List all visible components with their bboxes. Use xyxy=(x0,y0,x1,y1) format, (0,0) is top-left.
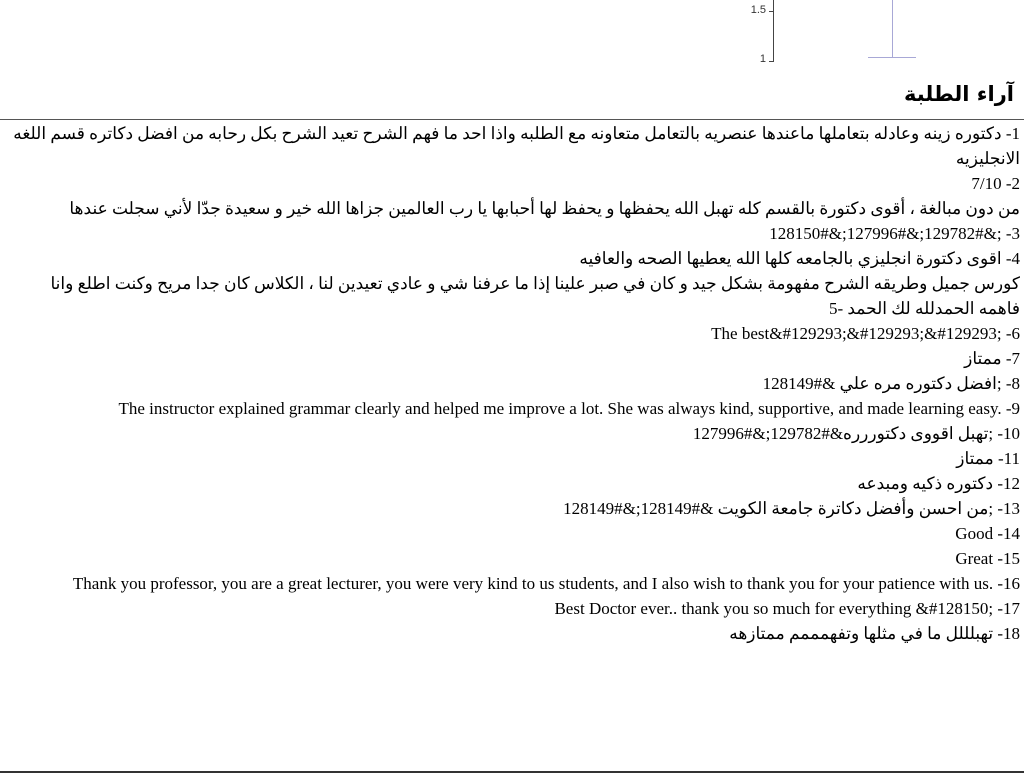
comment-item: 7- ممتاز xyxy=(964,349,1020,368)
comment-item: 8- ;افضل دكتوره مره علي &#128149 xyxy=(762,374,1020,393)
comment-item: 4- اقوى دكتورة انجليزي بالجامعه كلها الله يعطيها الصحه والعافيه xyxy=(579,249,1020,268)
comment-item: 12- دكتوره ذكيه ومبدعه xyxy=(857,474,1020,493)
chart-fragment xyxy=(0,0,1024,70)
comment-item: The instructor explained grammar clearly and helped me improve a lot. She was always kind, supportive, and made learning easy. -9 xyxy=(118,399,1020,418)
box-whisker xyxy=(892,0,893,58)
divider xyxy=(0,119,1024,120)
comment-item: 18- تهبلللل ما في مثلها وتفهمممم ممتازهه xyxy=(729,624,1020,643)
comment-item: Good -14 xyxy=(955,524,1020,543)
comment-item: 1- دكتوره زينه وعادله بتعاملها ماعندها عنصريه بالتعامل متعاونه مع الطلبه واذا احد ما فهم الشرح تعيد الشرح بكل رحابه من افضل دكاتره قسم اللغه الانجليزيه xyxy=(13,124,1020,168)
y-tick-mark xyxy=(769,61,773,62)
comment-item: 13- ;من احسن وأفضل دكاترة جامعة الكويت &#128149;&#128149 xyxy=(563,499,1020,518)
y-tick-mark xyxy=(769,11,773,12)
y-axis xyxy=(773,0,774,62)
comment-item: 11- ممتاز xyxy=(956,449,1020,468)
comment-item: 10- ;تهبل اقووى دكتوررره&#129782;&#127996 xyxy=(692,424,1020,443)
comment-item: 7/10 -2 xyxy=(971,174,1020,193)
section-title: آراء الطلبة xyxy=(904,82,1014,106)
comment-item: Best Doctor ever.. thank you so much for everything &#128150; -17 xyxy=(554,599,1020,618)
comment-item: Thank you professor, you are a great lecturer, you were very kind to us students, and I also wish to thank you for your patience with us. -16 xyxy=(72,574,1020,593)
comment-item: من دون مبالغة ، أقوى دكتورة بالقسم كله تهبل الله يحفظها و يحفظ لها أحبابها يا رب العالمين جزاها الله خير و سعيدة جدّا لأني سجلت عندها xyxy=(69,199,1020,218)
y-tick-label: 1 xyxy=(759,53,766,65)
comment-item: كورس جميل وطريقه الشرح مفهومة بشكل جيد و كان في صبر علينا إذا ما عرفنا شي و عادي تعيدين لنا ، الكلاس كان جدا مريح وكنت اطلع وانا فاهمه الحمدلله لك الحمد -5 xyxy=(50,274,1020,318)
divider xyxy=(0,771,1024,773)
comment-item: The best&#129293;&#129293;&#129293; -6 xyxy=(711,324,1020,343)
comments-list xyxy=(8,121,1020,646)
comment-item: 128150#&;127996#&;129782#&; -3 xyxy=(769,224,1020,243)
y-tick-label: 1.5 xyxy=(750,4,766,16)
box-whisker-cap xyxy=(868,57,916,58)
comment-item: Great -15 xyxy=(955,549,1020,568)
